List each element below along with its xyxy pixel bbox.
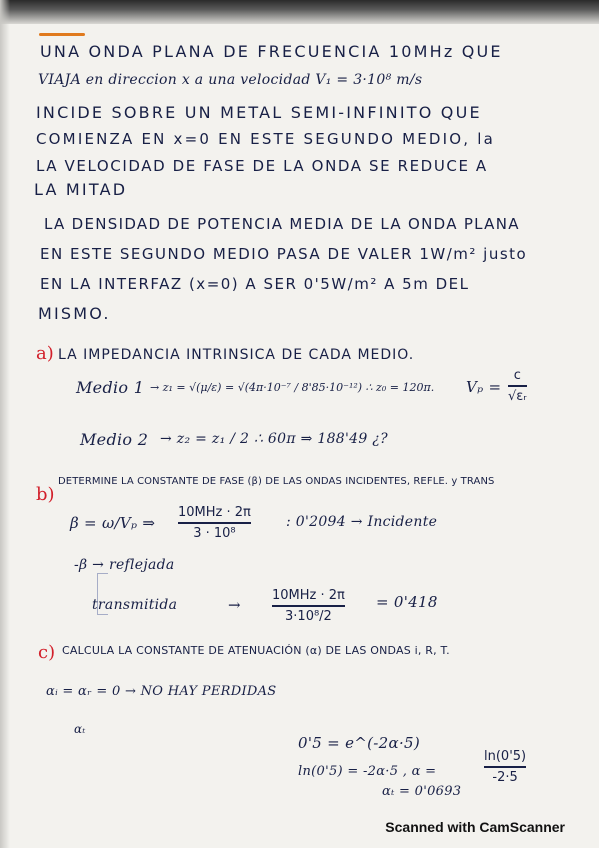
trans-result: = 0'418 bbox=[376, 593, 438, 611]
problem-line-10: MISMO. bbox=[38, 304, 111, 323]
problem-line-4: COMIENZA EN x=0 EN ESTE SEGUNDO MEDIO, la bbox=[36, 130, 495, 148]
part-a-marker: a) bbox=[36, 343, 54, 364]
camscanner-watermark: Scanned with CamScanner bbox=[385, 819, 565, 835]
problem-line-2: VIAJA en direccion x a una velocidad V₁ = 3·10⁸ m/s bbox=[38, 72, 423, 88]
ln-denominator: -2·5 bbox=[492, 769, 518, 785]
vp-denominator: √εᵣ bbox=[508, 388, 527, 404]
trans-fraction bbox=[272, 588, 345, 624]
part-b-marker: b) bbox=[36, 484, 55, 505]
scan-left-shadow bbox=[0, 0, 10, 848]
beta-fraction-bar bbox=[178, 522, 251, 524]
problem-line-1: UNA ONDA PLANA DE FRECUENCIA 10MHz QUE bbox=[40, 42, 503, 61]
problem-line-6: LA MITAD bbox=[34, 180, 128, 199]
problem-line-5: LA VELOCIDAD DE FASE DE LA ONDA SE REDUCE A bbox=[36, 157, 488, 175]
medio1-label: Medio 1 bbox=[76, 378, 145, 397]
alpha-zero-line: αᵢ = αᵣ = 0 → NO HAY PERDIDAS bbox=[46, 684, 277, 699]
transmitida-label: transmitida bbox=[92, 597, 178, 613]
orange-dash-mark bbox=[39, 33, 85, 36]
exp-line: 0'5 = e^(-2α·5) bbox=[298, 734, 421, 752]
trans-fraction-bar bbox=[272, 605, 345, 607]
scan-top-edge bbox=[0, 0, 599, 24]
transmitida-arrow: → bbox=[228, 596, 241, 614]
vp-fraction-bar bbox=[508, 385, 527, 387]
ln-fraction bbox=[484, 749, 526, 785]
part-c-heading: CALCULA LA CONSTANTE DE ATENUACIÓN (α) DE LAS ONDAS i, R, T. bbox=[62, 644, 450, 657]
alpha-result: αₜ = 0'0693 bbox=[382, 784, 462, 799]
vp-fraction bbox=[508, 368, 527, 404]
alpha-t-label: αₜ bbox=[74, 722, 86, 736]
vp-label: Vₚ = bbox=[466, 378, 502, 396]
ln-numerator: ln(0'5) bbox=[484, 749, 527, 764]
trans-numerator: 10MHz · 2π bbox=[272, 588, 345, 603]
ln-fraction-bar bbox=[484, 766, 526, 768]
ln-line: ln(0'5) = -2α·5 , α = bbox=[298, 764, 437, 779]
problem-line-9: EN LA INTERFAZ (x=0) A SER 0'5W/m² A 5m DEL bbox=[40, 275, 470, 293]
beta-numerator: 10MHz · 2π bbox=[178, 505, 251, 520]
medio2-formula: → z₂ = z₁ / 2 ∴ 60π ⇒ 188'49 ¿? bbox=[160, 431, 388, 447]
part-b-heading: DETERMINE LA CONSTANTE DE FASE (β) DE LAS ONDAS INCIDENTES, REFLE. y TRANS bbox=[58, 476, 495, 487]
beta-result: : 0'2094 → Incidente bbox=[286, 514, 438, 530]
beta-left: β = ω/Vₚ ⇒ bbox=[70, 514, 156, 532]
problem-line-3: INCIDE SOBRE UN METAL SEMI-INFINITO QUE bbox=[36, 103, 482, 122]
beta-denominator: 3 · 10⁸ bbox=[193, 525, 236, 541]
medio1-formula: → z₁ = √(μ/ε) = √(4π·10⁻⁷ / 8'85·10⁻¹²) ∴ z₀ = 120π. bbox=[150, 381, 435, 394]
beta-fraction bbox=[178, 505, 251, 541]
reflejada-line: -β → reflejada bbox=[74, 557, 175, 573]
part-a-heading: LA IMPEDANCIA INTRINSICA DE CADA MEDIO. bbox=[58, 347, 415, 363]
vp-numerator: c bbox=[513, 368, 521, 383]
medio2-label: Medio 2 bbox=[80, 430, 149, 449]
problem-line-7: LA DENSIDAD DE POTENCIA MEDIA DE LA ONDA PLANA bbox=[44, 215, 520, 233]
trans-denominator: 3·10⁸/2 bbox=[285, 608, 332, 624]
problem-line-8: EN ESTE SEGUNDO MEDIO PASA DE VALER 1W/m² justo bbox=[40, 245, 528, 263]
part-c-marker: c) bbox=[38, 642, 56, 663]
